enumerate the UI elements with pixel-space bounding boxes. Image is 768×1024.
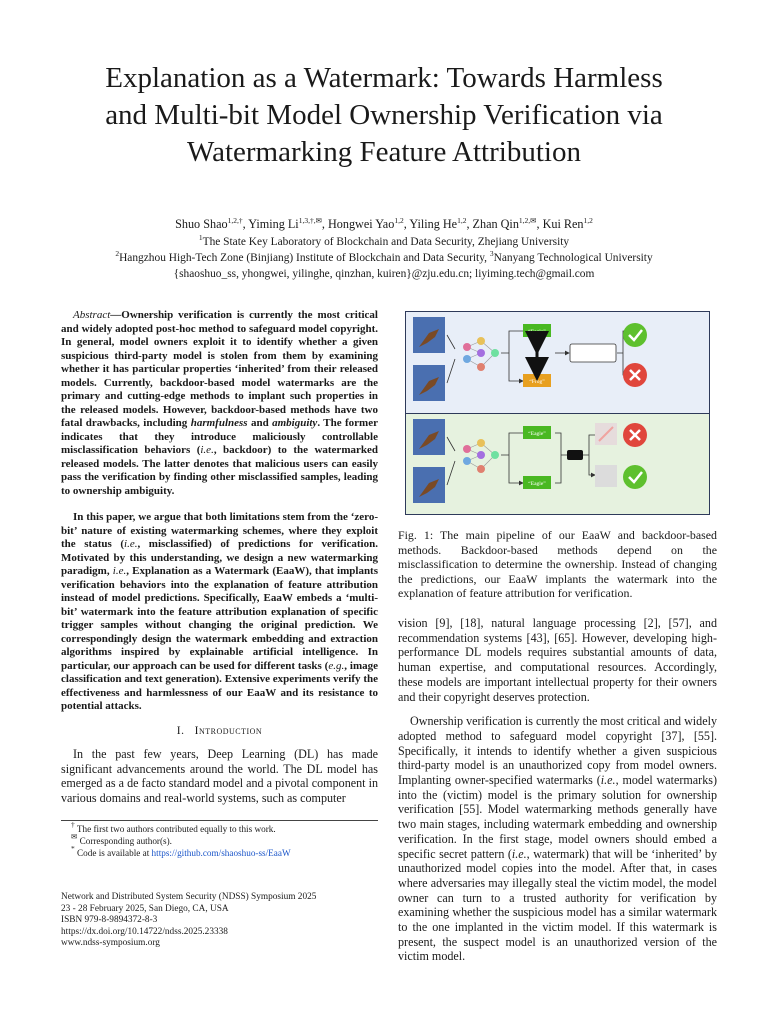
venue-line: Network and Distributed System Security (NDSS) Symposium 2025 bbox=[61, 892, 317, 902]
footnote-text: Corresponding author(s). bbox=[79, 836, 172, 846]
abstract-text: i.e. bbox=[124, 538, 138, 550]
abstract-text: , Explanation as a Watermark (EaaW), that implants verification behaviors into the explanation of feature attribution instead of model predictions. Specifically, EaaW embeds a ‘multi-bit’ watermark into the feature attribution explanation of specific trigger samples without changing the original prediction. We correspondingly design the watermark embedding and extraction algorithms inspired by explainable artificial intelligence. In particular, our approach can be used for different tasks ( bbox=[61, 565, 379, 672]
body-text: , watermark) that will be ‘inherited’ by unauthorized model copies into the model. After that, in cases where adversaries may illegally steal the victim model, the model owner can turn to a trusted authority for verification by examining whether the suspicious model has a similar watermark to the one implanted in the victim model. If this watermark is present, the suspect model is an unauthorized version of the victim model. bbox=[398, 846, 717, 964]
author-sup: 1,2,✉ bbox=[518, 216, 537, 225]
section-title: Introduction bbox=[194, 725, 263, 737]
author-emails: {shaoshuo_ss, yhongwei, yilinghe, qinzhan, kuiren}@zju.edu.cn; liyiming.tech@gmail.com bbox=[173, 268, 595, 280]
title-line: Explanation as a Watermark: Towards Harmless bbox=[105, 62, 663, 94]
footnote-text: The first two authors contributed equally to this work. bbox=[76, 824, 276, 834]
intro-paragraph bbox=[61, 747, 378, 806]
prediction-label: “Frog” bbox=[529, 379, 545, 385]
backdoor-panel bbox=[406, 312, 710, 414]
author-name: Kui Ren bbox=[542, 217, 584, 231]
footnote bbox=[71, 820, 378, 835]
figure-caption: Fig. 1: The main pipeline of our EaaW and backdoor-based methods. Backdoor-based methods depend on the misclassification to determine the ownership. Instead of changing the predictions, our EaaW implants the watermark into the explanation of feature attribution for verification. bbox=[398, 528, 717, 601]
author-sup: 1,2,† bbox=[227, 216, 243, 225]
author-name: Shuo Shao bbox=[175, 217, 228, 231]
affil-sup: 2 bbox=[115, 249, 120, 258]
footnote-mark: † bbox=[71, 820, 75, 829]
abstract-para-1 bbox=[61, 309, 378, 498]
author-name: Zhan Qin bbox=[472, 217, 519, 231]
footnote bbox=[71, 844, 378, 859]
pipeline-diagram bbox=[405, 311, 710, 515]
section-heading bbox=[61, 725, 378, 737]
venue-info bbox=[61, 892, 378, 950]
check-icon bbox=[623, 323, 647, 347]
body-paragraph: vision [9], [18], natural language processing [2], [57], and recommendation systems [43], [65]. However, developing high-performance DL models requires substantial amounts of data, human expertise, and computational resources. Accordingly, these models are important intellectual property for their owners and their copyright deserves protection. bbox=[398, 616, 717, 704]
affil-text: Nanyang Technological University bbox=[493, 252, 653, 264]
prediction-label: “Eagle” bbox=[528, 431, 546, 437]
abstract-text: —Ownership verification is currently the most critical and widely adopted post-hoc method to safeguard model copyright. In general, model owners exploit it to identify whether a given suspicious third-party model is stolen from them by examining whether it has particular properties ‘inherited’ from their released models. Currently, backdoor-based model watermarks are the primary and cutting-edge methods to implant such properties in the released models. However, backdoor-based methods have two fatal drawbacks, including bbox=[61, 309, 378, 429]
affil-text: The State Key Laboratory of Blockchain and Data Security, Zhejiang University bbox=[202, 236, 570, 248]
abstract-text: e.g. bbox=[328, 659, 345, 672]
author-sup: 1,2 bbox=[583, 216, 593, 225]
author-sup: 1,2 bbox=[394, 216, 404, 225]
footnote bbox=[71, 832, 378, 847]
check-icon bbox=[623, 465, 647, 489]
affiliation-1 bbox=[40, 235, 728, 250]
abstract-text: , backdoor) to the watermarked released models. The latter denotes that malicious users can easily pass the verification by finding other misclassified samples, leading to ownership ambiguity. bbox=[61, 444, 378, 497]
abstract-text: In this paper, we argue that both limitations stem from the ‘zero-bit’ nature of existing watermarking schemes, where they exploit the status ( bbox=[61, 511, 378, 550]
eagle-trigger-image-icon bbox=[413, 365, 445, 401]
prediction-label: “Eagle” bbox=[528, 329, 546, 335]
doi-link[interactable]: https://dx.doi.org/10.14722/ndss.2025.23338 bbox=[61, 926, 228, 937]
affil-text: Hangzhou High-Tech Zone (Binjiang) Institute of Blockchain and Data Security, bbox=[119, 252, 490, 264]
body-text: Ownership verification is currently the most critical and widely adopted method to safeguard model copyright [37], [55]. Specifically, it intends to identify whether a given suspicious third-party model is an unauthorized copy from model owners. Implanting owner-specified watermarks ( bbox=[398, 714, 717, 788]
footnote-rule bbox=[61, 820, 378, 821]
affiliation-2 bbox=[40, 251, 728, 266]
eagle-image-icon bbox=[413, 317, 445, 353]
figure-1 bbox=[405, 311, 710, 515]
author-name: Hongwei Yao bbox=[327, 217, 395, 231]
author-list: Shuo Shao$^{1,2,\dagger}$, Yiming $Li^{1,3,\dagger,✉}$, Hongwei Yao$^{1,2}$, Yiling He$^{1,2}$, Zhan Qin$^{1,2,✉}$, Kui Ren$^{1,2}$ bbox=[175, 216, 593, 231]
abstract-text: harmfulness bbox=[190, 417, 248, 429]
abstract-text: ambiguity bbox=[272, 417, 318, 429]
abstract bbox=[61, 309, 378, 714]
venue-url[interactable]: www.ndss-symposium.org bbox=[61, 938, 160, 948]
section-number: I. bbox=[176, 725, 185, 737]
author-sup: 1,2 bbox=[457, 216, 467, 225]
author-name: Yiling He bbox=[409, 217, 458, 231]
code-link[interactable]: https://github.com/shaoshuo-ss/EaaW bbox=[151, 848, 291, 858]
author-sup: 1,3,†,✉ bbox=[298, 216, 322, 225]
footnote-mark: ✉ bbox=[71, 832, 78, 841]
eaaw-panel bbox=[406, 414, 710, 515]
venue-line: ISBN 979-8-9894372-8-3 bbox=[61, 915, 158, 925]
attribution-map-icon bbox=[595, 465, 617, 487]
body-text: i.e. bbox=[600, 773, 616, 788]
right-column-text bbox=[398, 616, 717, 964]
footnote-text: Code is available at bbox=[77, 848, 152, 858]
abstract-label: Abstract bbox=[73, 309, 111, 321]
explainer-block bbox=[567, 450, 583, 460]
abstract-text: i.e. bbox=[112, 565, 127, 577]
intro-text: In the past few years, Deep Learning (DL) has made significant advancements around the world. The DL model has emerged as a de facto standard model and a pivotal component in various domains and real-world systems, such as computer bbox=[61, 747, 378, 806]
author-name: Yiming Li bbox=[248, 217, 299, 231]
affil-sup: 3 bbox=[489, 249, 494, 258]
title-line: and Multi-bit Model Ownership Verification via bbox=[105, 99, 663, 131]
affil-sup: 1 bbox=[198, 233, 203, 242]
abstract-text: , misclassified) of predictions for verification. Motivated by this understanding, we design a new watermarking paradigm, bbox=[61, 538, 378, 577]
verification-box bbox=[570, 344, 616, 362]
footnote-mark: * bbox=[71, 844, 75, 853]
body-paragraph bbox=[398, 714, 717, 964]
body-text: i.e. bbox=[511, 846, 527, 861]
footnotes bbox=[61, 820, 378, 859]
abstract-text: i.e. bbox=[200, 444, 214, 456]
abstract-text: and bbox=[247, 417, 273, 429]
prediction-label: “Eagle” bbox=[528, 481, 546, 487]
paper-title bbox=[40, 60, 728, 171]
abstract-text: , image classification and text generation). Extensive experiments verify the effectiveness and harmlessness of our EaaW and its resistance to potential attacks. bbox=[61, 659, 378, 712]
title-line: Watermarking Feature Attribution bbox=[187, 136, 581, 168]
abstract-text: . The former indicates that they introduce maliciously controllable misclassification behaviors ( bbox=[61, 417, 378, 456]
eagle-trigger-image-icon bbox=[413, 467, 445, 503]
eagle-image-icon bbox=[413, 419, 445, 455]
venue-line: 23 - 28 February 2025, San Diego, CA, USA bbox=[61, 903, 229, 914]
body-text: , model watermarks) into the (victim) model is the primary solution for ownership verification [55]. Model watermarking methods generally have two main stages, including watermark embedding and ownership verification. In the first stage, model owners should embed a specific secret pattern ( bbox=[398, 773, 717, 861]
abstract-para-2 bbox=[61, 511, 378, 714]
